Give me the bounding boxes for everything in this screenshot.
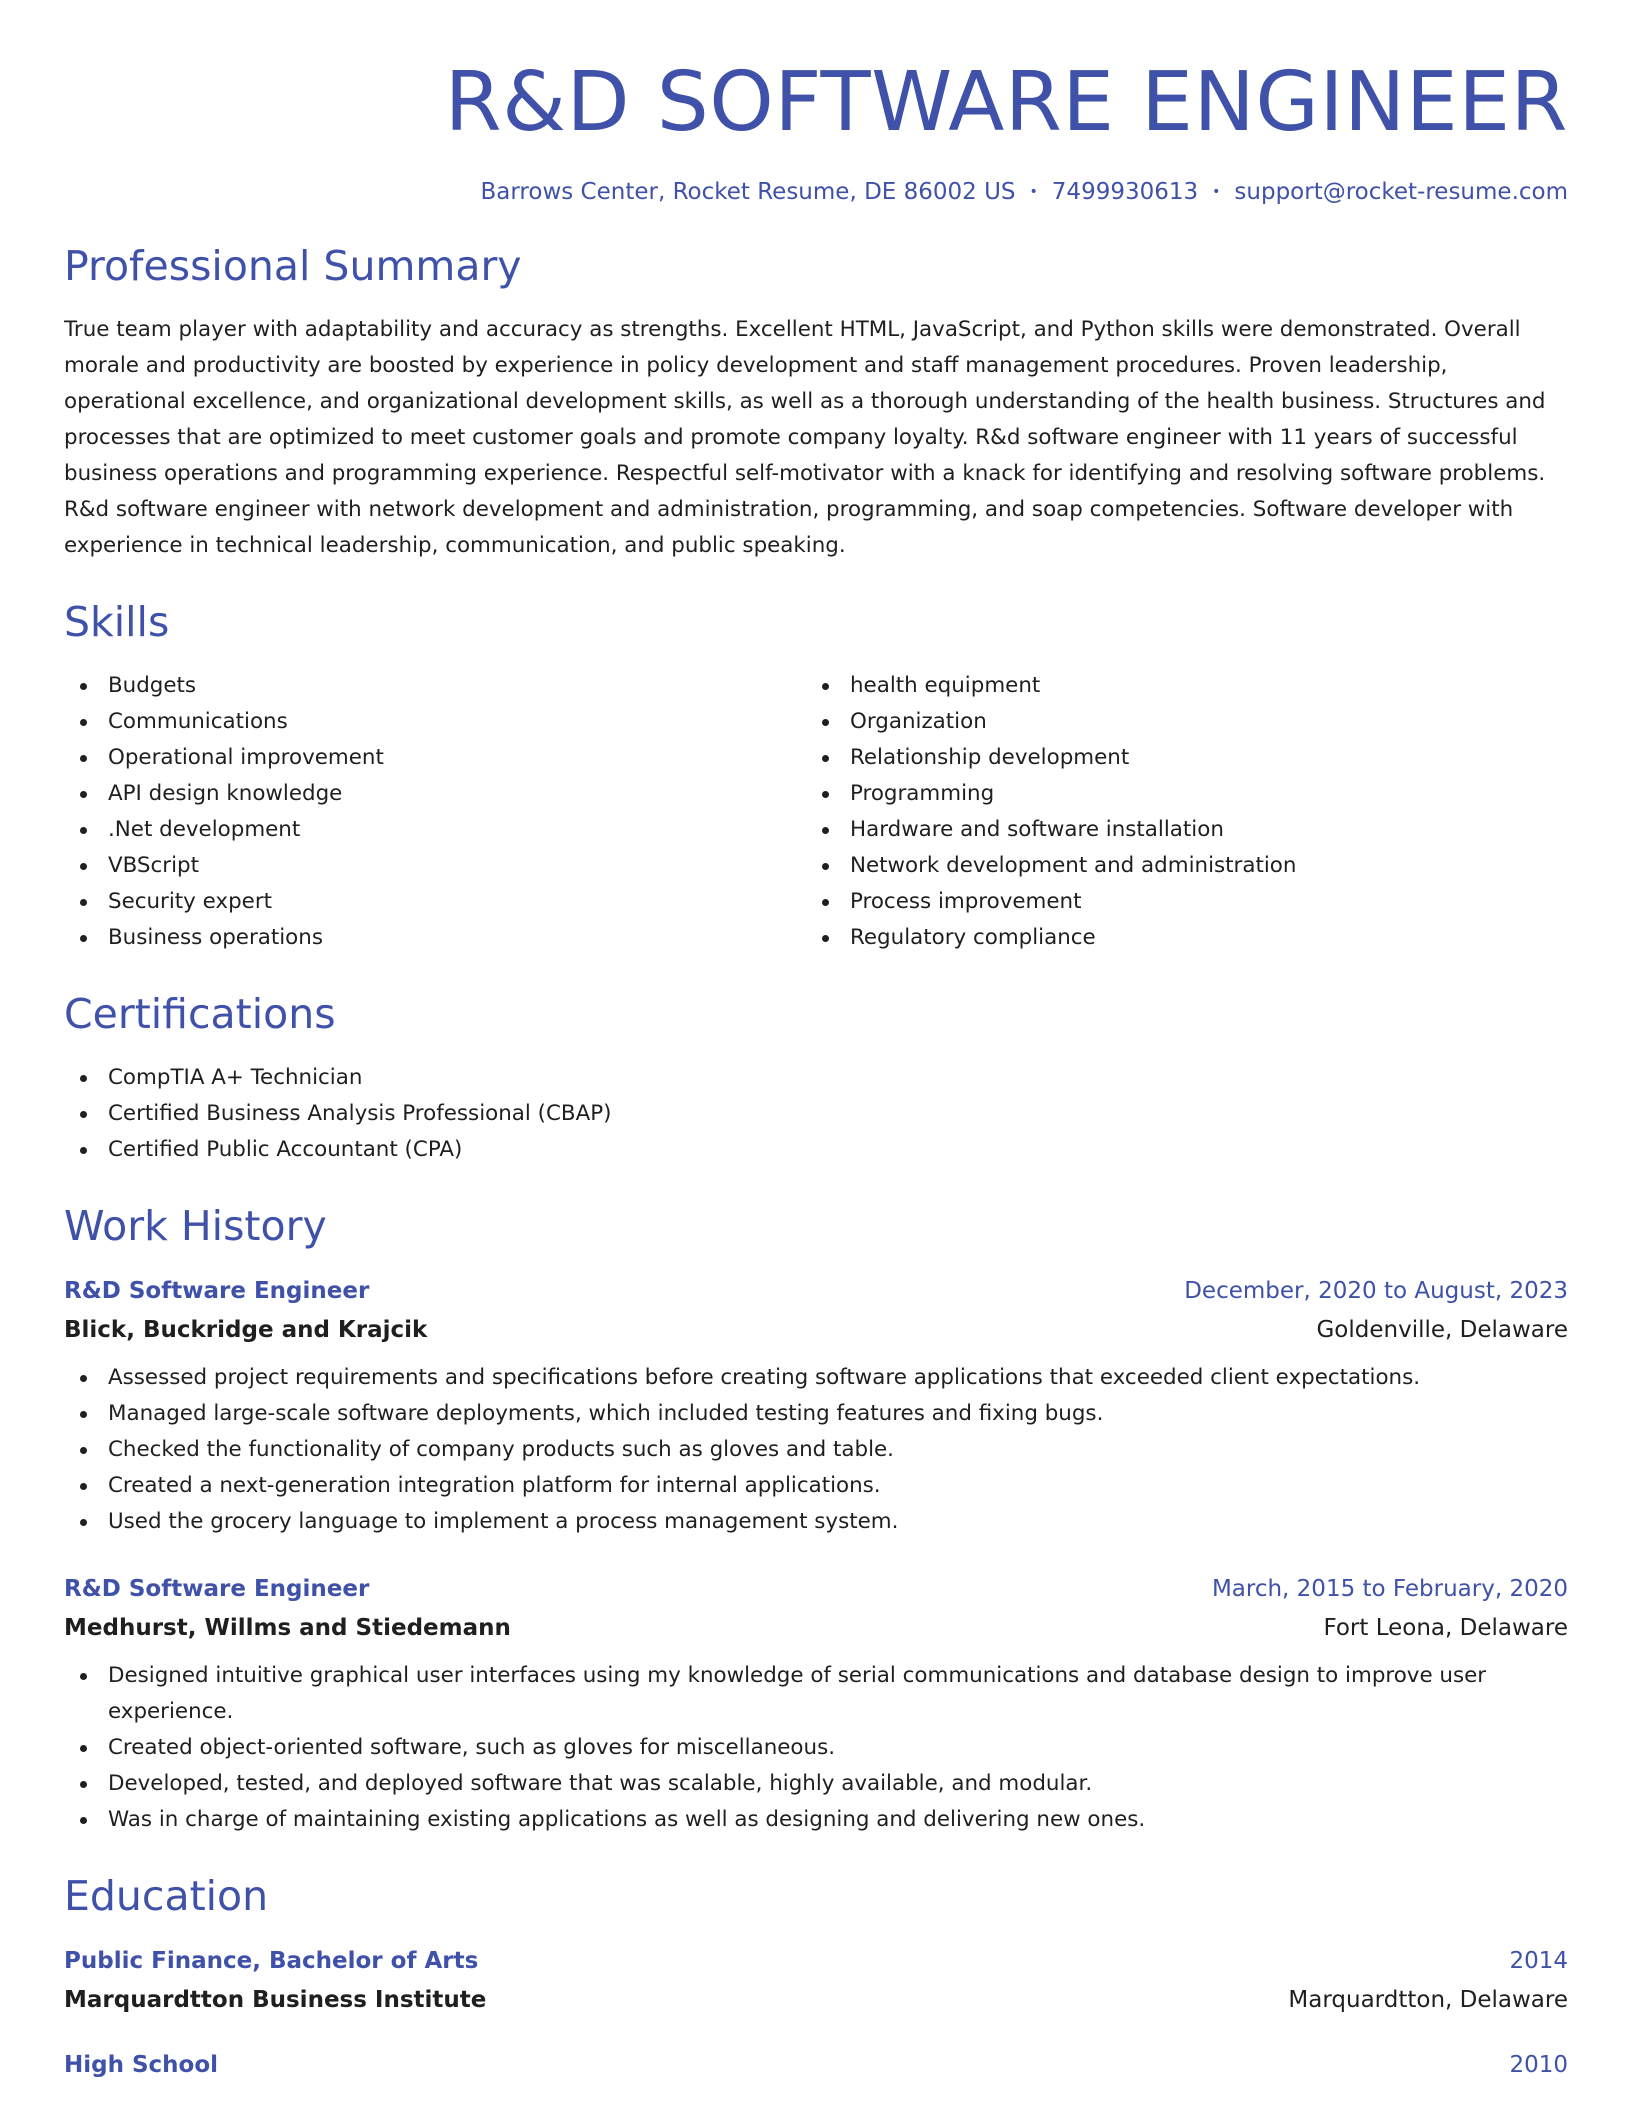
contact-address: Barrows Center, Rocket Resume, DE 86002 US [480, 179, 1016, 205]
section-title-summary: Professional Summary [64, 242, 522, 290]
job-duty-item: Was in charge of maintaining existing applications as well as designing and delivering new ones. [64, 1802, 1568, 1838]
skills-list-left [64, 668, 806, 956]
job-dates: March, 2015 to February, 2020 [1211, 1576, 1568, 1602]
skill-item: Hardware and software installation [806, 812, 1548, 848]
skill-item: Operational improvement [64, 740, 806, 776]
resume-page [64, 0, 1568, 2112]
job-title-row [64, 1570, 1568, 1608]
contact-separator: • [1029, 184, 1038, 200]
skill-item: Security expert [64, 884, 806, 920]
job-duty-item: Created object-oriented software, such as gloves for miscellaneous. [64, 1730, 1568, 1766]
job-location: Fort Leona, Delaware [1323, 1615, 1568, 1641]
section-title-education: Education [64, 1872, 269, 1920]
education-degree-row [64, 1942, 1568, 1980]
job-company: Medhurst, Willms and Stiedemann [64, 1615, 511, 1641]
contact-line [64, 176, 1568, 208]
job-title: R&D Software Engineer [64, 1576, 370, 1602]
skill-item: Organization [806, 704, 1548, 740]
education-year: 2014 [1509, 1948, 1568, 1974]
job-duty-item: Developed, tested, and deployed software that was scalable, highly available, and modular. [64, 1766, 1568, 1802]
certification-item: Certified Business Analysis Professional (CBAP) [64, 1096, 1568, 1132]
candidate-name: R&D SOFTWARE ENGINEER [444, 55, 1568, 150]
certification-item: Certified Public Accountant (CPA) [64, 1132, 1568, 1168]
job-duty-item: Used the grocery language to implement a process management system. [64, 1504, 1568, 1540]
job-company-row [64, 1608, 1568, 1648]
job-dates: December, 2020 to August, 2023 [1184, 1278, 1568, 1304]
professional-summary-section [64, 240, 1568, 564]
skills-list-right [806, 668, 1548, 956]
job-title: R&D Software Engineer [64, 1278, 370, 1304]
job-duties-list [64, 1360, 1568, 1540]
skill-item: Programming [806, 776, 1548, 812]
job-entry [64, 1272, 1568, 1540]
skill-item: health equipment [806, 668, 1548, 704]
skill-item: Process improvement [806, 884, 1548, 920]
education-school: Marquardtton Business Institute [64, 1987, 487, 2013]
education-degree-row [64, 2046, 1568, 2084]
job-company: Blick, Buckridge and Krajcik [64, 1317, 428, 1343]
skill-item: API design knowledge [64, 776, 806, 812]
skill-item: VBScript [64, 848, 806, 884]
skill-item: Network development and administration [806, 848, 1548, 884]
skill-item: Communications [64, 704, 806, 740]
skills-section [64, 596, 1568, 956]
job-duty-item: Assessed project requirements and specifications before creating software applications that exceeded client expectations. [64, 1360, 1568, 1396]
education-degree: Public Finance, Bachelor of Arts [64, 1948, 479, 1974]
section-title-work-history: Work History [64, 1202, 327, 1250]
work-history-section [64, 1200, 1568, 1838]
education-entry [64, 1942, 1568, 2020]
job-duty-item: Checked the functionality of company products such as gloves and table. [64, 1432, 1568, 1468]
certification-item: CompTIA A+ Technician [64, 1060, 1568, 1096]
contact-email[interactable]: support@rocket-resume.com [1234, 179, 1568, 205]
certifications-section [64, 988, 1568, 1168]
skill-item: Budgets [64, 668, 806, 704]
education-location: Marquardtton, Delaware [1288, 1987, 1568, 2013]
contact-phone: 7499930613 [1051, 179, 1199, 205]
job-duty-item: Managed large-scale software deployments, which included testing features and fixing bugs. [64, 1396, 1568, 1432]
job-location: Goldenville, Delaware [1316, 1317, 1568, 1343]
skills-grid [64, 668, 1568, 956]
job-title-row [64, 1272, 1568, 1310]
skill-item: Relationship development [806, 740, 1548, 776]
education-entry [64, 2046, 1568, 2084]
contact-separator: • [1212, 184, 1221, 200]
skill-item: Business operations [64, 920, 806, 956]
section-title-certifications: Certifications [64, 990, 336, 1038]
summary-text: True team player with adaptability and accuracy as strengths. Excellent HTML, JavaScript, and Python skills were demonstrated. Overall morale and productivity are boosted by experience in policy development and staff management procedures. Proven leadership, operational excellence, and organizational development skills, as well as a thorough understanding of the health business. Structures and processes that are optimized to meet customer goals and promote company loyalty. R&d software engineer with 11 years of successful business operations and programming experience. Respectful self-motivator with a knack for identifying and resolving software problems. R&d software engineer with network development and administration, programming, and soap competencies. Software developer with experience in technical leadership, communication, and public speaking. [64, 317, 1546, 558]
job-entry [64, 1570, 1568, 1838]
education-section [64, 1870, 1568, 2084]
skill-item: .Net development [64, 812, 806, 848]
job-duty-item: Created a next-generation integration platform for internal applications. [64, 1468, 1568, 1504]
job-company-row [64, 1310, 1568, 1350]
certifications-list [64, 1060, 1568, 1168]
resume-header [64, 0, 1568, 208]
education-degree: High School [64, 2052, 219, 2078]
section-title-skills: Skills [64, 598, 170, 646]
education-year: 2010 [1509, 2052, 1568, 2078]
skill-item: Regulatory compliance [806, 920, 1548, 956]
job-duties-list [64, 1658, 1568, 1838]
job-duty-item: Designed intuitive graphical user interfaces using my knowledge of serial communications and database design to improve user experience. [64, 1658, 1568, 1730]
education-school-row [64, 1980, 1568, 2020]
